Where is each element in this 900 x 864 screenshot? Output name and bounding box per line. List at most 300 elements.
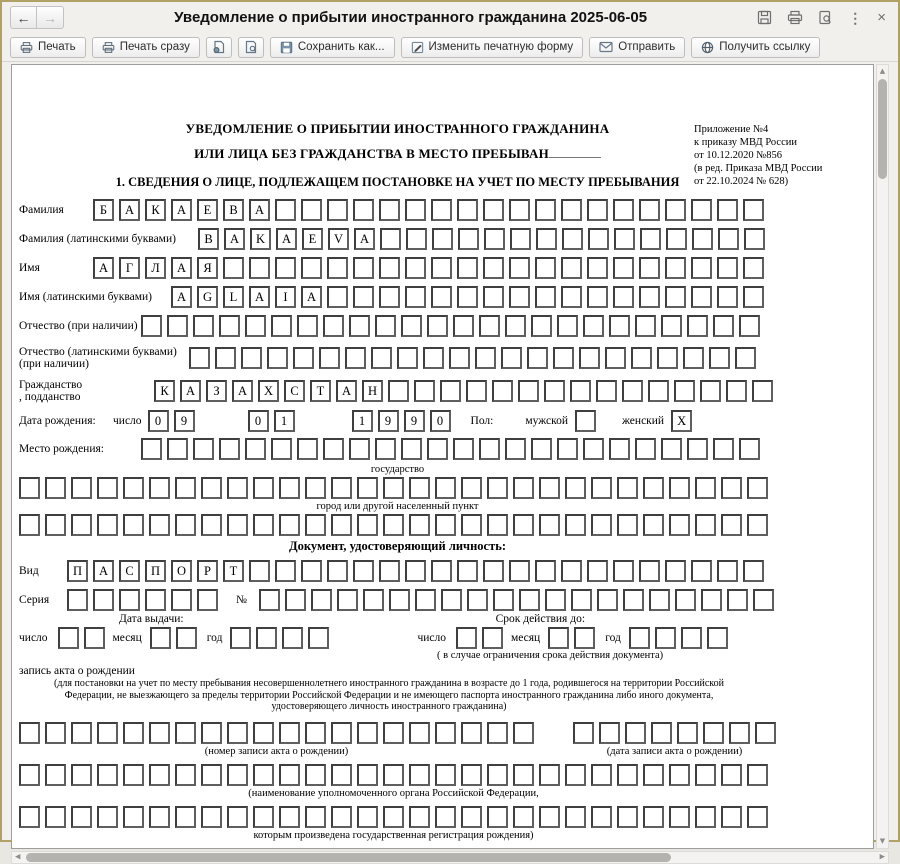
vertical-scroll-thumb[interactable]	[878, 79, 887, 179]
form-cell[interactable]: А	[232, 380, 253, 402]
form-cell[interactable]	[406, 228, 427, 250]
form-cell[interactable]	[253, 764, 274, 786]
form-cell[interactable]	[45, 477, 66, 499]
form-cell[interactable]	[649, 589, 670, 611]
form-cell[interactable]	[707, 627, 728, 649]
form-cell[interactable]: П	[67, 560, 88, 582]
form-cell[interactable]	[587, 286, 608, 308]
form-cell[interactable]	[743, 560, 764, 582]
form-cell[interactable]	[648, 380, 669, 402]
form-cell[interactable]	[457, 286, 478, 308]
form-cell[interactable]	[565, 806, 586, 828]
form-cell[interactable]	[327, 286, 348, 308]
preview-icon[interactable]	[818, 10, 833, 25]
form-cell[interactable]	[457, 199, 478, 221]
form-cell[interactable]	[149, 477, 170, 499]
back-button[interactable]: ←	[10, 6, 37, 29]
form-cell[interactable]	[747, 514, 768, 536]
form-cell[interactable]	[201, 477, 222, 499]
form-cell[interactable]	[587, 199, 608, 221]
form-cell[interactable]	[279, 806, 300, 828]
form-cell[interactable]	[609, 438, 630, 460]
form-cell[interactable]	[357, 806, 378, 828]
form-cell[interactable]	[449, 347, 470, 369]
form-cell[interactable]	[461, 514, 482, 536]
scroll-right-icon[interactable]: ▶	[879, 852, 885, 861]
form-cell[interactable]	[677, 722, 698, 744]
form-cell[interactable]	[513, 806, 534, 828]
form-cell[interactable]	[193, 438, 214, 460]
form-cell[interactable]	[457, 560, 478, 582]
form-cell[interactable]	[539, 514, 560, 536]
form-cell[interactable]: А	[119, 199, 140, 221]
form-cell[interactable]	[665, 199, 686, 221]
form-cell[interactable]	[599, 722, 620, 744]
form-cell[interactable]	[431, 560, 452, 582]
form-cell[interactable]	[275, 257, 296, 279]
form-cell[interactable]	[259, 589, 280, 611]
form-cell[interactable]	[297, 438, 318, 460]
form-cell[interactable]	[67, 589, 88, 611]
form-cell[interactable]	[201, 722, 222, 744]
form-cell[interactable]	[717, 560, 738, 582]
form-cell[interactable]	[717, 257, 738, 279]
form-cell[interactable]: Л	[145, 257, 166, 279]
form-cell[interactable]	[518, 380, 539, 402]
form-cell[interactable]	[379, 199, 400, 221]
form-cell[interactable]	[123, 764, 144, 786]
print-icon[interactable]	[787, 10, 803, 25]
form-cell[interactable]	[19, 722, 40, 744]
form-cell[interactable]	[337, 589, 358, 611]
form-cell[interactable]	[691, 286, 712, 308]
form-cell[interactable]	[305, 722, 326, 744]
form-cell[interactable]	[323, 438, 344, 460]
form-cell[interactable]	[640, 228, 661, 250]
form-cell[interactable]	[141, 315, 162, 337]
form-cell[interactable]	[661, 315, 682, 337]
form-cell[interactable]	[492, 380, 513, 402]
form-cell[interactable]	[675, 589, 696, 611]
form-cell[interactable]	[431, 199, 452, 221]
form-cell[interactable]	[409, 764, 430, 786]
form-cell[interactable]	[622, 380, 643, 402]
form-cell[interactable]	[583, 315, 604, 337]
form-cell[interactable]	[149, 806, 170, 828]
form-cell[interactable]	[513, 514, 534, 536]
form-cell[interactable]	[591, 764, 612, 786]
form-cell[interactable]	[345, 347, 366, 369]
form-cell[interactable]	[357, 514, 378, 536]
form-cell[interactable]	[58, 627, 79, 649]
form-cell[interactable]	[752, 380, 773, 402]
form-cell[interactable]	[536, 228, 557, 250]
form-cell[interactable]	[189, 347, 210, 369]
form-cell[interactable]	[665, 286, 686, 308]
form-cell[interactable]	[414, 380, 435, 402]
form-cell[interactable]	[409, 514, 430, 536]
form-cell[interactable]	[97, 806, 118, 828]
form-cell[interactable]	[357, 764, 378, 786]
form-cell[interactable]	[279, 722, 300, 744]
form-cell[interactable]	[717, 286, 738, 308]
form-cell[interactable]	[201, 806, 222, 828]
form-cell[interactable]	[353, 199, 374, 221]
form-cell[interactable]	[575, 410, 596, 432]
form-cell[interactable]	[747, 806, 768, 828]
form-cell[interactable]	[301, 257, 322, 279]
form-cell[interactable]: Г	[119, 257, 140, 279]
form-cell[interactable]	[747, 764, 768, 786]
form-cell[interactable]	[435, 477, 456, 499]
form-cell[interactable]	[591, 806, 612, 828]
form-cell[interactable]	[71, 806, 92, 828]
form-cell[interactable]	[561, 560, 582, 582]
form-cell[interactable]	[435, 806, 456, 828]
form-cell[interactable]: V	[328, 228, 349, 250]
form-cell[interactable]	[739, 438, 760, 460]
form-cell[interactable]	[509, 257, 530, 279]
form-cell[interactable]	[175, 477, 196, 499]
form-cell[interactable]: А	[171, 257, 192, 279]
form-cell[interactable]	[513, 477, 534, 499]
form-cell[interactable]	[327, 199, 348, 221]
form-cell[interactable]	[505, 438, 526, 460]
form-cell[interactable]	[625, 722, 646, 744]
form-cell[interactable]	[661, 438, 682, 460]
form-cell[interactable]	[375, 315, 396, 337]
form-cell[interactable]: L	[223, 286, 244, 308]
form-cell[interactable]	[453, 438, 474, 460]
form-cell[interactable]: В	[223, 199, 244, 221]
form-cell[interactable]	[483, 560, 504, 582]
form-cell[interactable]	[665, 257, 686, 279]
form-cell[interactable]	[695, 806, 716, 828]
form-cell[interactable]: С	[284, 380, 305, 402]
form-cell[interactable]	[401, 315, 422, 337]
form-cell[interactable]: Я	[197, 257, 218, 279]
form-cell[interactable]	[149, 514, 170, 536]
form-cell[interactable]	[681, 627, 702, 649]
form-cell[interactable]	[617, 764, 638, 786]
form-cell[interactable]	[45, 806, 66, 828]
form-cell[interactable]	[305, 806, 326, 828]
form-cell[interactable]	[331, 722, 352, 744]
form-cell[interactable]	[271, 315, 292, 337]
form-cell[interactable]	[501, 347, 522, 369]
form-cell[interactable]	[145, 589, 166, 611]
form-cell[interactable]: A	[301, 286, 322, 308]
form-cell[interactable]	[383, 806, 404, 828]
form-cell[interactable]	[721, 477, 742, 499]
form-cell[interactable]	[535, 199, 556, 221]
form-cell[interactable]	[613, 286, 634, 308]
form-cell[interactable]	[308, 627, 329, 649]
form-cell[interactable]: 9	[378, 410, 399, 432]
horizontal-scroll-thumb[interactable]	[26, 853, 671, 862]
form-cell[interactable]	[230, 627, 251, 649]
form-cell[interactable]	[457, 257, 478, 279]
form-cell[interactable]	[275, 560, 296, 582]
form-cell[interactable]	[591, 514, 612, 536]
form-cell[interactable]	[45, 722, 66, 744]
form-cell[interactable]	[643, 806, 664, 828]
form-cell[interactable]	[510, 228, 531, 250]
form-cell[interactable]: О	[171, 560, 192, 582]
form-cell[interactable]	[643, 764, 664, 786]
form-cell[interactable]	[539, 477, 560, 499]
form-cell[interactable]	[150, 627, 171, 649]
form-cell[interactable]	[93, 589, 114, 611]
form-cell[interactable]	[691, 199, 712, 221]
form-cell[interactable]: B	[198, 228, 219, 250]
form-cell[interactable]	[683, 347, 704, 369]
form-cell[interactable]	[253, 477, 274, 499]
form-cell[interactable]: I	[275, 286, 296, 308]
form-cell[interactable]	[639, 286, 660, 308]
form-cell[interactable]	[357, 722, 378, 744]
form-cell[interactable]	[171, 589, 192, 611]
form-cell[interactable]	[141, 438, 162, 460]
form-cell[interactable]	[97, 722, 118, 744]
form-cell[interactable]: E	[302, 228, 323, 250]
form-cell[interactable]	[527, 347, 548, 369]
form-cell[interactable]	[397, 347, 418, 369]
form-cell[interactable]	[301, 560, 322, 582]
form-cell[interactable]	[379, 286, 400, 308]
form-cell[interactable]	[484, 228, 505, 250]
form-cell[interactable]	[389, 589, 410, 611]
form-cell[interactable]	[175, 722, 196, 744]
form-cell[interactable]	[571, 589, 592, 611]
form-cell[interactable]	[123, 722, 144, 744]
form-cell[interactable]	[561, 199, 582, 221]
form-cell[interactable]: Н	[362, 380, 383, 402]
form-cell[interactable]	[311, 589, 332, 611]
form-cell[interactable]: A	[249, 286, 270, 308]
preview-document-button[interactable]	[238, 37, 264, 58]
form-cell[interactable]	[718, 228, 739, 250]
form-cell[interactable]	[353, 257, 374, 279]
form-cell[interactable]	[379, 560, 400, 582]
form-cell[interactable]	[535, 286, 556, 308]
form-cell[interactable]	[695, 514, 716, 536]
form-cell[interactable]	[297, 315, 318, 337]
form-cell[interactable]	[249, 560, 270, 582]
form-cell[interactable]	[219, 438, 240, 460]
form-cell[interactable]	[201, 764, 222, 786]
form-cell[interactable]	[669, 806, 690, 828]
form-cell[interactable]	[487, 764, 508, 786]
form-cell[interactable]	[349, 315, 370, 337]
form-cell[interactable]	[713, 438, 734, 460]
form-cell[interactable]	[505, 315, 526, 337]
form-cell[interactable]	[71, 722, 92, 744]
form-cell[interactable]	[487, 722, 508, 744]
form-cell[interactable]	[431, 286, 452, 308]
form-cell[interactable]	[587, 257, 608, 279]
form-cell[interactable]	[253, 722, 274, 744]
form-cell[interactable]	[409, 806, 430, 828]
form-cell[interactable]	[588, 228, 609, 250]
form-cell[interactable]	[71, 477, 92, 499]
form-cell[interactable]	[573, 722, 594, 744]
form-cell[interactable]	[565, 764, 586, 786]
form-cell[interactable]	[415, 589, 436, 611]
form-cell[interactable]	[565, 477, 586, 499]
form-cell[interactable]	[331, 806, 352, 828]
form-cell[interactable]	[427, 438, 448, 460]
form-cell[interactable]	[245, 438, 266, 460]
form-cell[interactable]	[657, 347, 678, 369]
send-button[interactable]	[589, 37, 685, 58]
form-cell[interactable]	[557, 315, 578, 337]
form-cell[interactable]	[535, 257, 556, 279]
form-cell[interactable]	[635, 438, 656, 460]
form-cell[interactable]: А	[180, 380, 201, 402]
form-cell[interactable]	[227, 764, 248, 786]
form-cell[interactable]	[405, 286, 426, 308]
form-cell[interactable]	[700, 380, 721, 402]
form-cell[interactable]	[227, 477, 248, 499]
form-cell[interactable]	[349, 438, 370, 460]
form-cell[interactable]	[285, 589, 306, 611]
form-cell[interactable]	[123, 477, 144, 499]
page-setup-button[interactable]	[206, 37, 232, 58]
form-cell[interactable]	[544, 380, 565, 402]
form-cell[interactable]	[482, 627, 503, 649]
form-cell[interactable]	[279, 477, 300, 499]
form-cell[interactable]	[565, 514, 586, 536]
form-cell[interactable]	[409, 722, 430, 744]
form-cell[interactable]	[327, 560, 348, 582]
form-cell[interactable]	[84, 627, 105, 649]
form-cell[interactable]	[701, 589, 722, 611]
print-button[interactable]	[10, 37, 86, 58]
form-cell[interactable]	[256, 627, 277, 649]
form-cell[interactable]: А	[171, 199, 192, 221]
form-cell[interactable]	[744, 228, 765, 250]
form-cell[interactable]	[383, 477, 404, 499]
form-cell[interactable]	[241, 347, 262, 369]
horizontal-scrollbar[interactable]	[11, 851, 889, 864]
form-cell[interactable]	[562, 228, 583, 250]
form-cell[interactable]	[635, 315, 656, 337]
form-cell[interactable]: Т	[310, 380, 331, 402]
form-cell[interactable]	[380, 228, 401, 250]
form-cell[interactable]	[713, 315, 734, 337]
form-cell[interactable]	[71, 764, 92, 786]
vertical-scrollbar[interactable]	[876, 64, 889, 849]
form-cell[interactable]	[201, 514, 222, 536]
form-cell[interactable]	[227, 514, 248, 536]
form-cell[interactable]	[458, 228, 479, 250]
form-cell[interactable]	[249, 257, 270, 279]
form-cell[interactable]	[483, 257, 504, 279]
form-cell[interactable]	[19, 806, 40, 828]
form-cell[interactable]	[176, 627, 197, 649]
form-cell[interactable]	[655, 627, 676, 649]
form-cell[interactable]	[267, 347, 288, 369]
form-cell[interactable]	[561, 286, 582, 308]
form-cell[interactable]: А	[336, 380, 357, 402]
form-cell[interactable]	[629, 627, 650, 649]
form-cell[interactable]	[587, 560, 608, 582]
form-cell[interactable]	[617, 514, 638, 536]
form-cell[interactable]: Е	[197, 199, 218, 221]
save-icon[interactable]	[757, 10, 772, 25]
form-cell[interactable]	[227, 722, 248, 744]
form-cell[interactable]	[513, 764, 534, 786]
form-cell[interactable]	[687, 315, 708, 337]
form-cell[interactable]: Х	[258, 380, 279, 402]
form-cell[interactable]	[45, 514, 66, 536]
scroll-up-icon[interactable]: ▲	[879, 67, 886, 75]
form-cell[interactable]: А	[93, 257, 114, 279]
form-cell[interactable]	[617, 806, 638, 828]
form-cell[interactable]	[45, 764, 66, 786]
form-cell[interactable]	[219, 315, 240, 337]
form-cell[interactable]	[691, 257, 712, 279]
form-cell[interactable]	[531, 438, 552, 460]
form-cell[interactable]	[305, 477, 326, 499]
form-cell[interactable]	[279, 514, 300, 536]
form-cell[interactable]	[331, 514, 352, 536]
form-cell[interactable]	[531, 315, 552, 337]
form-cell[interactable]: А	[249, 199, 270, 221]
form-cell[interactable]: 1	[352, 410, 373, 432]
form-cell[interactable]	[483, 286, 504, 308]
form-cell[interactable]	[639, 560, 660, 582]
form-cell[interactable]	[383, 764, 404, 786]
form-cell[interactable]	[383, 722, 404, 744]
form-cell[interactable]	[19, 477, 40, 499]
form-cell[interactable]	[513, 722, 534, 744]
form-cell[interactable]	[609, 315, 630, 337]
form-cell[interactable]	[591, 477, 612, 499]
form-cell[interactable]	[735, 347, 756, 369]
form-cell[interactable]: З	[206, 380, 227, 402]
form-cell[interactable]	[631, 347, 652, 369]
form-cell[interactable]	[271, 438, 292, 460]
form-cell[interactable]	[97, 514, 118, 536]
form-cell[interactable]	[319, 347, 340, 369]
form-cell[interactable]	[405, 257, 426, 279]
form-cell[interactable]	[440, 380, 461, 402]
form-cell[interactable]	[461, 806, 482, 828]
form-cell[interactable]	[539, 764, 560, 786]
form-cell[interactable]: 0	[430, 410, 451, 432]
form-cell[interactable]: 9	[174, 410, 195, 432]
form-cell[interactable]	[461, 722, 482, 744]
form-cell[interactable]	[293, 347, 314, 369]
form-cell[interactable]	[71, 514, 92, 536]
form-cell[interactable]	[743, 199, 764, 221]
form-cell[interactable]	[405, 199, 426, 221]
form-cell[interactable]	[639, 257, 660, 279]
form-cell[interactable]: Б	[93, 199, 114, 221]
form-cell[interactable]	[466, 380, 487, 402]
form-cell[interactable]	[755, 722, 776, 744]
form-cell[interactable]	[149, 722, 170, 744]
form-cell[interactable]	[461, 764, 482, 786]
form-cell[interactable]: К	[154, 380, 175, 402]
form-cell[interactable]	[483, 199, 504, 221]
form-cell[interactable]	[709, 347, 730, 369]
form-cell[interactable]	[691, 560, 712, 582]
form-cell[interactable]	[509, 560, 530, 582]
form-cell[interactable]: 1	[274, 410, 295, 432]
